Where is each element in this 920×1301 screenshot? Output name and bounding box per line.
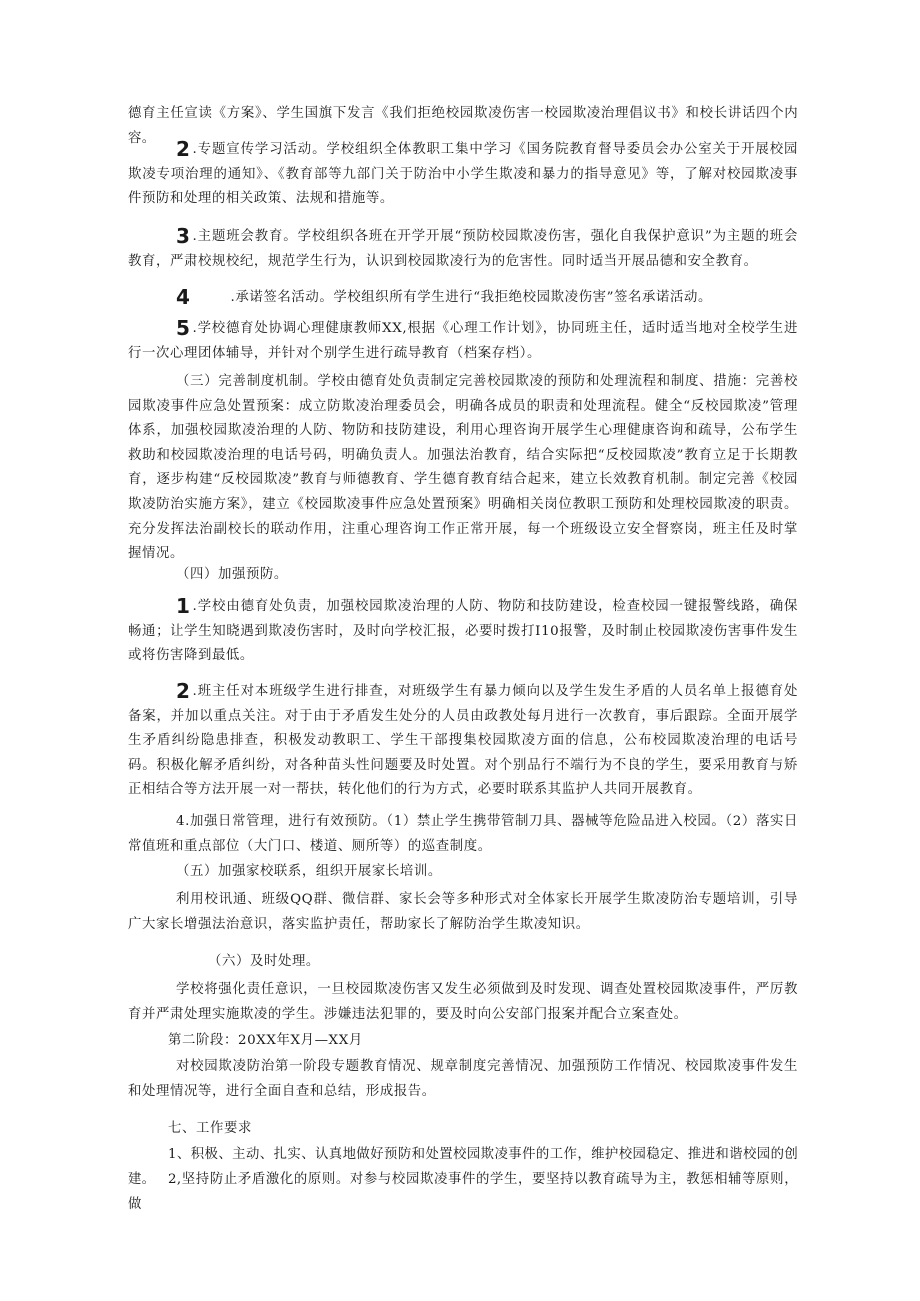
item-number: 2 xyxy=(176,679,191,703)
paragraph-text: 对校园欺凌防治第一阶段专题教育情况、规章制度完善情况、加强预防工作情况、校园欺凌事件发生和处理情况等，进行全面自查和总结，形成报告。 xyxy=(128,1059,798,1099)
paragraph-text: 学校将强化责任意识，一旦校园欺凌伤害又发生必须做到及时发现、调查处置校园欺凌事件，严厉教育并严肃处理实施欺凌的学生。涉嫌违法犯罪的，要及时向公安部门报案并配合立案查处。 xyxy=(128,982,798,1022)
paragraph-section-three xyxy=(128,370,798,567)
paragraph-psych-counseling xyxy=(128,317,798,366)
phase-two-heading xyxy=(128,1029,798,1054)
paragraph-requirement-two xyxy=(128,1168,798,1217)
paragraph-text: 第二阶段：20XX年X月—XX月 xyxy=(168,1033,363,1048)
item-number: 3 xyxy=(176,224,191,248)
section-heading-four xyxy=(128,563,798,588)
paragraph-text: （六）及时处理。 xyxy=(208,954,320,969)
paragraph-text: （四）加强预防。 xyxy=(176,567,288,582)
paragraph-text: 德育主任宣读《方案》、学生国旗下发言《我们拒绝校园欺凌伤害一校园欺凌治理倡议书》和校长讲话四个内容。 xyxy=(128,106,798,146)
paragraph-timely-handling xyxy=(128,978,798,1027)
paragraph-signature-activity xyxy=(128,286,798,311)
item-number: 5 xyxy=(176,316,191,340)
paragraph-text: 2,坚持防止矛盾激化的原则。对参与校园欺凌事件的学生，要坚持以教育疏导为主，教惩相辅等原则，做 xyxy=(128,1172,798,1212)
paragraph-daily-management xyxy=(128,810,798,859)
paragraph-text: 七、工作要求 xyxy=(168,1121,252,1136)
paragraph-text: .班主任对本班级学生进行排查，对班级学生有暴力倾向以及学生发生矛盾的人员名单上报德育处备案，并加以重点关注。对于由于矛盾发生处分的人员由政教处每月进行一次教育，事后跟踪。全面开展学生矛盾纠纷隐患排查，积极发动教职工、学生干部搜集校园欺凌方面的信息，公布校园欺凌治理的电话号码。积极化解矛盾纠纷，对各种苗头性问题要及时处置。对个别品行不端行为不良的学生，要采用教育与矫正相结合等方法开展一对一帮扶，转化他们的行为方式，必要时联系其监护人共同开展教育。 xyxy=(128,684,798,798)
paragraph-text: 利用校讯通、班级QQ群、微信群、家长会等多种形式对全体家长开展学生欺凌防治专题培训，引导广大家长增强法治意识，落实监护责任，帮助家长了解防治学生欺凌知识。 xyxy=(128,892,798,932)
paragraph-study-activity xyxy=(128,138,798,212)
section-heading-five xyxy=(128,860,798,885)
paragraph-text: .承诺签名活动。学校组织所有学生进行“我拒绝校园欺凌伤害”签名承诺活动。 xyxy=(230,290,712,305)
paragraph-text: （五）加强家校联系，组织开展家长培训。 xyxy=(176,864,442,879)
paragraph-text: .学校由德育处负责，加强校园欺凌治理的人防、物防和技防建设，检查校园一键报警线路，确保畅通；让学生知晓遇到欺凌伤害时，及时向学校汇报，必要时拨打I10报警，及时制止校园欺凌伤害事件发生或将伤害降到最低。 xyxy=(128,599,798,664)
paragraph-text: 4.加强日常管理，进行有效预防。（1）禁止学生携带管制刀具、器械等危险品进入校园。（2）落实日常值班和重点部位（大门口、楼道、厕所等）的巡查制度。 xyxy=(128,814,798,854)
paragraph-class-meeting xyxy=(128,225,798,274)
item-number: 2 xyxy=(176,137,191,161)
paragraph-text: .学校德育处协调心理健康教师XX,根据《心理工作计划》，协同班主任，适时适当地对全校学生进行一次心理团体辅导，并针对个别学生进行疏导教育（档案存档）。 xyxy=(128,321,798,361)
paragraph-prevention-two xyxy=(128,680,798,803)
item-number: 4 xyxy=(176,285,191,309)
paragraph-prevention-one xyxy=(128,595,798,669)
paragraph-text: 1、积极、主动、扎实、认真地做好预防和处置校园欺凌事件的工作，维护校园稳定、推进和谐校园的创建。 xyxy=(128,1147,798,1187)
paragraph-text: （三）完善制度机制。学校由德育处负责制定完善校园欺凌的预防和处理流程和制度、措施：完善校园欺凌事件应急处置预案：成立防欺凌治理委员会，明确各成员的职责和处理流程。健全“反校园欺凌”管理体系，加强校园欺凌治理的人防、物防和技防建设，利用心理咨询开展学生心理健康咨询和疏导，公布学生救助和校园欺凌治理的电话号码，明确负责人。加强法治教育，结合实际把“反校园欺凌”教育立足于长期教育，逐步构建“反校园欺凌”教育与师德教育、学生德育教育结合起来，建立长效教育机制。制定完善《校园欺凌防治实施方案》，建立《校园欺凌事件应急处置预案》明确相关岗位教职工预防和处理校园欺凌的职责。充分发挥法治副校长的联动作用，注重心理咨询工作正常开展，每一个班级设立安全督察岗，班主任及时掌握情况。 xyxy=(128,374,798,562)
section-heading-work-requirements xyxy=(128,1117,798,1142)
paragraph-text: .专题宣传学习活动。学校组织全体教职工集中学习《国务院教育督导委员会办公室关于开展校园欺凌专项治理的通知》、《教育部等九部门关于防治中小学生欺凌和暴力的指导意见》等，了解对校园欺凌事件预防和处理的相关政策、法规和措施等。 xyxy=(128,142,798,207)
paragraph-parent-training xyxy=(128,888,798,937)
paragraph-text: .主题班会教育。学校组织各班在开学开展“预防校园欺凌伤害，强化自我保护意识”为主题的班会教育，严肃校规校纪，规范学生行为，认识到校园欺凌行为的危害性。同时适当开展品德和安全教育。 xyxy=(128,229,798,269)
section-heading-six xyxy=(128,950,798,975)
paragraph-phase-two-summary xyxy=(128,1055,798,1104)
item-number: 1 xyxy=(176,594,191,618)
